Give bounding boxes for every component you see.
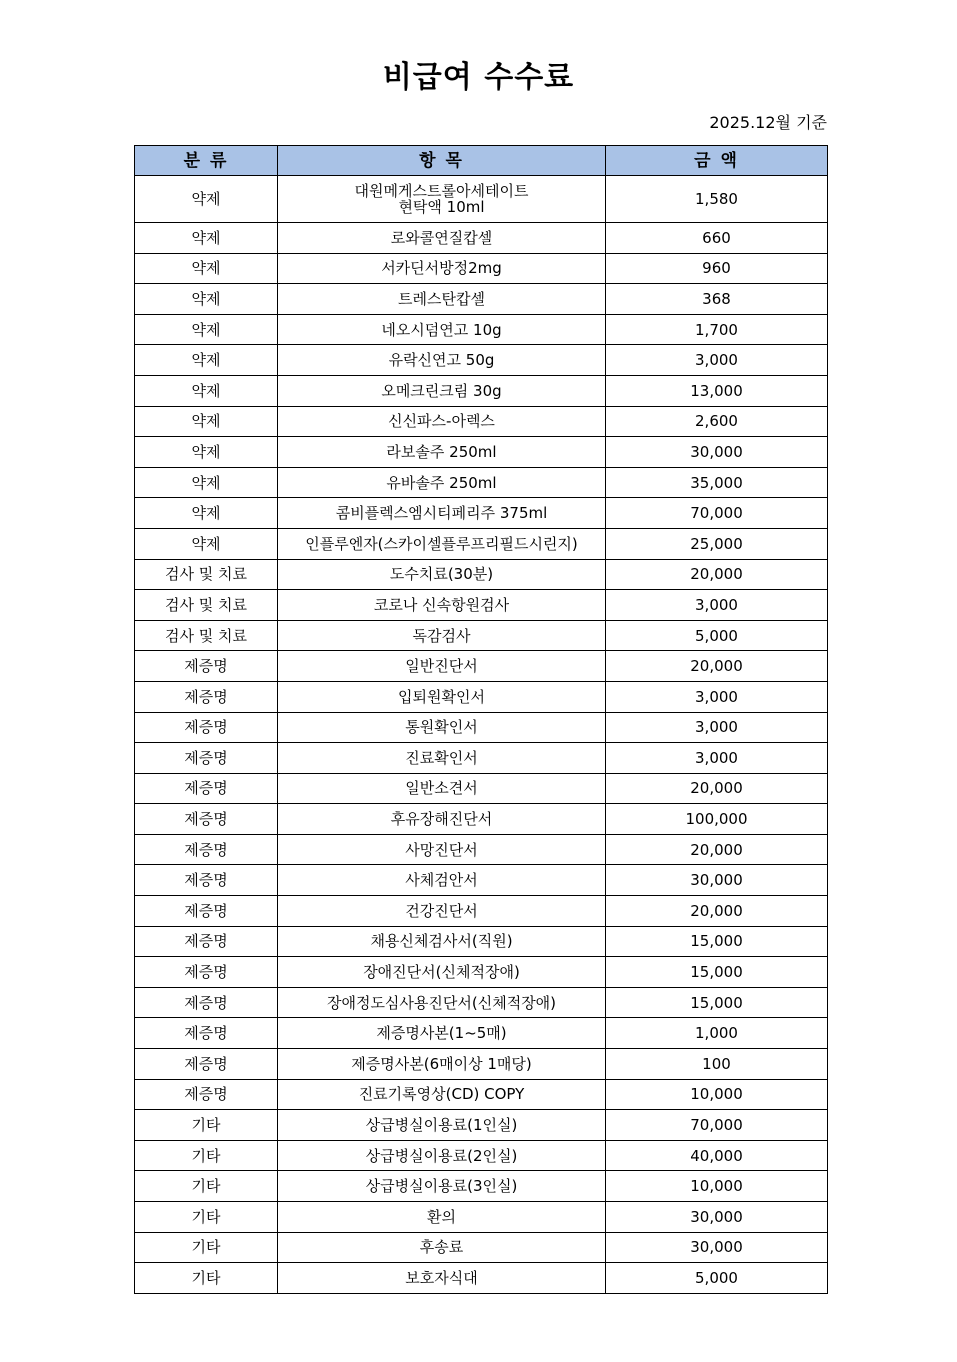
- amount-cell: 3,000: [606, 712, 828, 743]
- header-amount: 금 액: [606, 146, 828, 176]
- category-cell: 제증명: [135, 896, 278, 927]
- category-cell: 제증명: [135, 1049, 278, 1080]
- category-cell: 기타: [135, 1263, 278, 1294]
- item-cell: 일반진단서: [278, 651, 606, 682]
- table-row: [135, 467, 828, 498]
- item-cell: 신신파스-아렉스: [278, 406, 606, 437]
- table-row: [135, 804, 828, 835]
- table-row: [135, 498, 828, 529]
- category-cell: 제증명: [135, 987, 278, 1018]
- table-row: [135, 1171, 828, 1202]
- table-row: [135, 743, 828, 774]
- category-cell: 제증명: [135, 773, 278, 804]
- item-cell: 상급병실이용료(3인실): [278, 1171, 606, 1202]
- item-cell: 트레스탄캅셀: [278, 284, 606, 315]
- category-cell: 검사 및 치료: [135, 620, 278, 651]
- amount-cell: 15,000: [606, 926, 828, 957]
- item-cell: 입퇴원확인서: [278, 681, 606, 712]
- item-cell: 상급병실이용료(1인실): [278, 1110, 606, 1141]
- amount-cell: 15,000: [606, 987, 828, 1018]
- header-category: 분 류: [135, 146, 278, 176]
- amount-cell: 1,000: [606, 1018, 828, 1049]
- table-row: [135, 590, 828, 621]
- item-cell: 독감검사: [278, 620, 606, 651]
- item-cell: 채용신체검사서(직원): [278, 926, 606, 957]
- amount-cell: 35,000: [606, 467, 828, 498]
- category-cell: 제증명: [135, 926, 278, 957]
- table-row: [135, 437, 828, 468]
- amount-cell: 70,000: [606, 498, 828, 529]
- table-row: [135, 865, 828, 896]
- category-cell: 제증명: [135, 957, 278, 988]
- item-cell: 유바솔주 250ml: [278, 467, 606, 498]
- category-cell: 검사 및 치료: [135, 559, 278, 590]
- amount-cell: 660: [606, 223, 828, 254]
- header-item: 항 목: [278, 146, 606, 176]
- table-row: [135, 773, 828, 804]
- table-row: [135, 1202, 828, 1233]
- table-row: [135, 896, 828, 927]
- amount-cell: 2,600: [606, 406, 828, 437]
- item-cell: 유락신연고 50g: [278, 345, 606, 376]
- item-cell: 로와콜연질캅셀: [278, 223, 606, 254]
- amount-cell: 30,000: [606, 1232, 828, 1263]
- amount-cell: 70,000: [606, 1110, 828, 1141]
- item-cell: 인플루엔자(스카이셀플루프리필드시린지): [278, 528, 606, 559]
- amount-cell: 3,000: [606, 743, 828, 774]
- category-cell: 약제: [135, 437, 278, 468]
- category-cell: 검사 및 치료: [135, 590, 278, 621]
- table-row: [135, 314, 828, 345]
- table-body: [135, 176, 828, 1294]
- amount-cell: 3,000: [606, 590, 828, 621]
- amount-cell: 25,000: [606, 528, 828, 559]
- table-row: [135, 406, 828, 437]
- item-cell: 장애정도심사용진단서(신체적장애): [278, 987, 606, 1018]
- category-cell: 약제: [135, 253, 278, 284]
- item-cell: 진료기록영상(CD) COPY: [278, 1079, 606, 1110]
- amount-cell: 100: [606, 1049, 828, 1080]
- category-cell: 약제: [135, 176, 278, 223]
- amount-cell: 20,000: [606, 834, 828, 865]
- table-row: [135, 1110, 828, 1141]
- table-row: [135, 1232, 828, 1263]
- item-cell: 후송료: [278, 1232, 606, 1263]
- item-cell: 코로나 신속항원검사: [278, 590, 606, 621]
- amount-cell: 368: [606, 284, 828, 315]
- category-cell: 제증명: [135, 1018, 278, 1049]
- amount-cell: 20,000: [606, 651, 828, 682]
- category-cell: 기타: [135, 1171, 278, 1202]
- table-row: [135, 176, 828, 223]
- category-cell: 약제: [135, 284, 278, 315]
- category-cell: 제증명: [135, 865, 278, 896]
- category-cell: 제증명: [135, 804, 278, 835]
- category-cell: 제증명: [135, 834, 278, 865]
- table-row: [135, 681, 828, 712]
- table-row: [135, 620, 828, 651]
- category-cell: 기타: [135, 1232, 278, 1263]
- date-note: 2025.12월 기준: [709, 113, 827, 132]
- table-row: [135, 1079, 828, 1110]
- category-cell: 기타: [135, 1202, 278, 1233]
- amount-cell: 1,700: [606, 314, 828, 345]
- category-cell: 제증명: [135, 743, 278, 774]
- table-row: [135, 559, 828, 590]
- item-cell: 콤비플렉스엠시티페리주 375ml: [278, 498, 606, 529]
- amount-cell: 30,000: [606, 437, 828, 468]
- table-header-row: [135, 146, 828, 176]
- page-title: 비급여 수수료: [382, 60, 575, 95]
- category-cell: 약제: [135, 467, 278, 498]
- item-cell: 도수치료(30분): [278, 559, 606, 590]
- table-row: [135, 284, 828, 315]
- table-row: [135, 651, 828, 682]
- category-cell: 약제: [135, 498, 278, 529]
- category-cell: 약제: [135, 314, 278, 345]
- item-cell: 사체검안서: [278, 865, 606, 896]
- amount-cell: 20,000: [606, 773, 828, 804]
- table-row: [135, 987, 828, 1018]
- fee-table: [134, 145, 828, 1294]
- table-row: [135, 253, 828, 284]
- amount-cell: 10,000: [606, 1171, 828, 1202]
- item-cell: 라보솔주 250ml: [278, 437, 606, 468]
- table-row: [135, 1049, 828, 1080]
- item-cell: 통원확인서: [278, 712, 606, 743]
- category-cell: 약제: [135, 375, 278, 406]
- item-cell: 환의: [278, 1202, 606, 1233]
- category-cell: 제증명: [135, 1079, 278, 1110]
- item-cell: 제증명사본(1~5매): [278, 1018, 606, 1049]
- amount-cell: 10,000: [606, 1079, 828, 1110]
- amount-cell: 3,000: [606, 345, 828, 376]
- table-row: [135, 345, 828, 376]
- item-cell: 일반소견서: [278, 773, 606, 804]
- table-row: [135, 528, 828, 559]
- item-cell: 오메크린크림 30g: [278, 375, 606, 406]
- table-row: [135, 1263, 828, 1294]
- item-cell: 보호자식대: [278, 1263, 606, 1294]
- amount-cell: 100,000: [606, 804, 828, 835]
- amount-cell: 960: [606, 253, 828, 284]
- table-row: [135, 712, 828, 743]
- category-cell: 제증명: [135, 712, 278, 743]
- table-row: [135, 1018, 828, 1049]
- item-cell: 사망진단서: [278, 834, 606, 865]
- amount-cell: 1,580: [606, 176, 828, 223]
- item-cell: 제증명사본(6매이상 1매당): [278, 1049, 606, 1080]
- amount-cell: 15,000: [606, 957, 828, 988]
- item-cell: 진료확인서: [278, 743, 606, 774]
- amount-cell: 13,000: [606, 375, 828, 406]
- item-cell: 건강진단서: [278, 896, 606, 927]
- amount-cell: 40,000: [606, 1140, 828, 1171]
- table-row: [135, 223, 828, 254]
- table-row: [135, 834, 828, 865]
- category-cell: 제증명: [135, 681, 278, 712]
- category-cell: 기타: [135, 1140, 278, 1171]
- table-row: [135, 957, 828, 988]
- item-cell: 대원메게스트롤아세테이트 현탁액 10ml: [278, 176, 606, 223]
- category-cell: 기타: [135, 1110, 278, 1141]
- item-cell: 후유장해진단서: [278, 804, 606, 835]
- amount-cell: 20,000: [606, 896, 828, 927]
- amount-cell: 20,000: [606, 559, 828, 590]
- amount-cell: 30,000: [606, 865, 828, 896]
- category-cell: 약제: [135, 406, 278, 437]
- item-cell: 장애진단서(신체적장애): [278, 957, 606, 988]
- amount-cell: 5,000: [606, 1263, 828, 1294]
- category-cell: 약제: [135, 528, 278, 559]
- category-cell: 약제: [135, 345, 278, 376]
- amount-cell: 5,000: [606, 620, 828, 651]
- amount-cell: 3,000: [606, 681, 828, 712]
- amount-cell: 30,000: [606, 1202, 828, 1233]
- item-cell: 네오시덤연고 10g: [278, 314, 606, 345]
- category-cell: 약제: [135, 223, 278, 254]
- category-cell: 제증명: [135, 651, 278, 682]
- table-row: [135, 375, 828, 406]
- item-cell: 상급병실이용료(2인실): [278, 1140, 606, 1171]
- table-row: [135, 926, 828, 957]
- item-cell: 서카딘서방정2mg: [278, 253, 606, 284]
- table-row: [135, 1140, 828, 1171]
